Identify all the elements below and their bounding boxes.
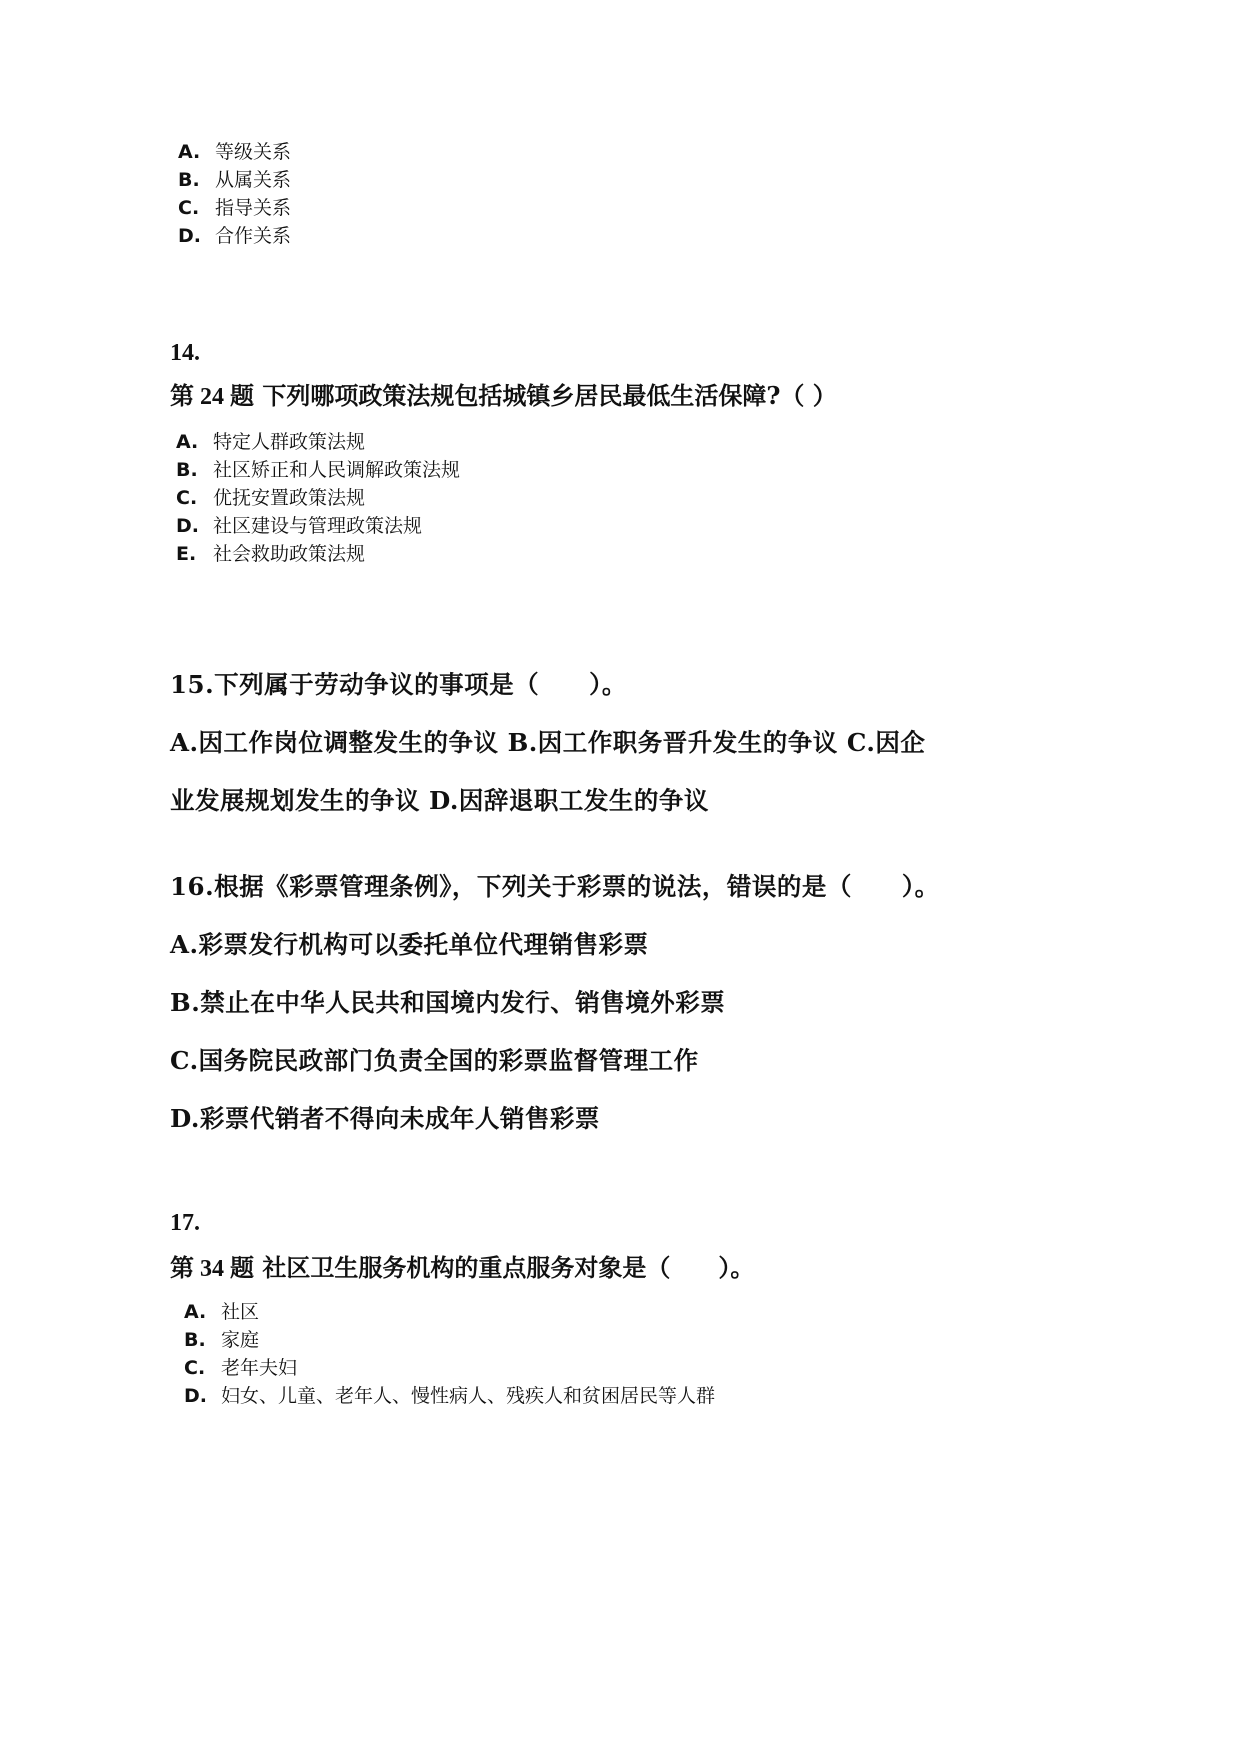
question-15-options-line-2: 业发展规划发生的争议 D.因辞退职工发生的争议: [170, 786, 709, 815]
question-15-stem: 15.下列属于劳动争议的事项是（ ）。: [170, 670, 627, 699]
question-17-number: 17.: [170, 1210, 200, 1236]
question-14-stem-text: 下列哪项政策法规包括城镇乡居民最低生活保障?（ ）: [262, 381, 837, 410]
question-17-stem-text: 社区卫生服务机构的重点服务对象是（ ）。: [262, 1253, 755, 1282]
option-c: C. 老年夫妇: [184, 1357, 298, 1379]
option-b: B. 家庭: [184, 1329, 260, 1351]
question-14-number: 14.: [170, 340, 200, 366]
option-d: D. 妇女、儿童、老年人、慢性病人、残疾人和贫困居民等人群: [184, 1385, 716, 1407]
question-16-option-d: D.彩票代销者不得向未成年人销售彩票: [170, 1104, 600, 1133]
question-16-option-b: B.禁止在中华人民共和国境内发行、销售境外彩票: [170, 988, 726, 1017]
question-14-options: [176, 428, 460, 568]
question-15-options-line-1: A.因工作岗位调整发生的争议 B.因工作职务晋升发生的争议 C.因企: [170, 728, 926, 757]
question-17-stem-prefix: 第 34 题: [170, 1256, 254, 1282]
question-16-stem: 16.根据《彩票管理条例》，下列关于彩票的说法，错误的是（ ）。: [170, 872, 940, 901]
option-a: A. 特定人群政策法规: [176, 431, 366, 453]
question-17-stem: [170, 1248, 754, 1283]
option-e: E. 社会救助政策法规: [176, 543, 366, 565]
question-16-option-c: C.国务院民政部门负责全国的彩票监督管理工作: [170, 1046, 699, 1075]
option-a: A. 等级关系: [178, 141, 292, 163]
option-d: D. 合作关系: [178, 225, 292, 247]
option-c: C. 优抚安置政策法规: [176, 487, 366, 509]
option-d: D. 社区建设与管理政策法规: [176, 515, 423, 537]
option-c: C. 指导关系: [178, 197, 292, 219]
question-16-option-a: A.彩票发行机构可以委托单位代理销售彩票: [170, 930, 649, 959]
question-14-stem: [170, 376, 837, 411]
question-17-options: [184, 1298, 715, 1410]
option-b: B. 从属关系: [178, 169, 292, 191]
option-b: B. 社区矫正和人民调解政策法规: [176, 459, 461, 481]
question-14-stem-prefix: 第 24 题: [170, 384, 254, 410]
option-a: A. 社区: [184, 1301, 260, 1323]
top-options: [178, 138, 291, 250]
